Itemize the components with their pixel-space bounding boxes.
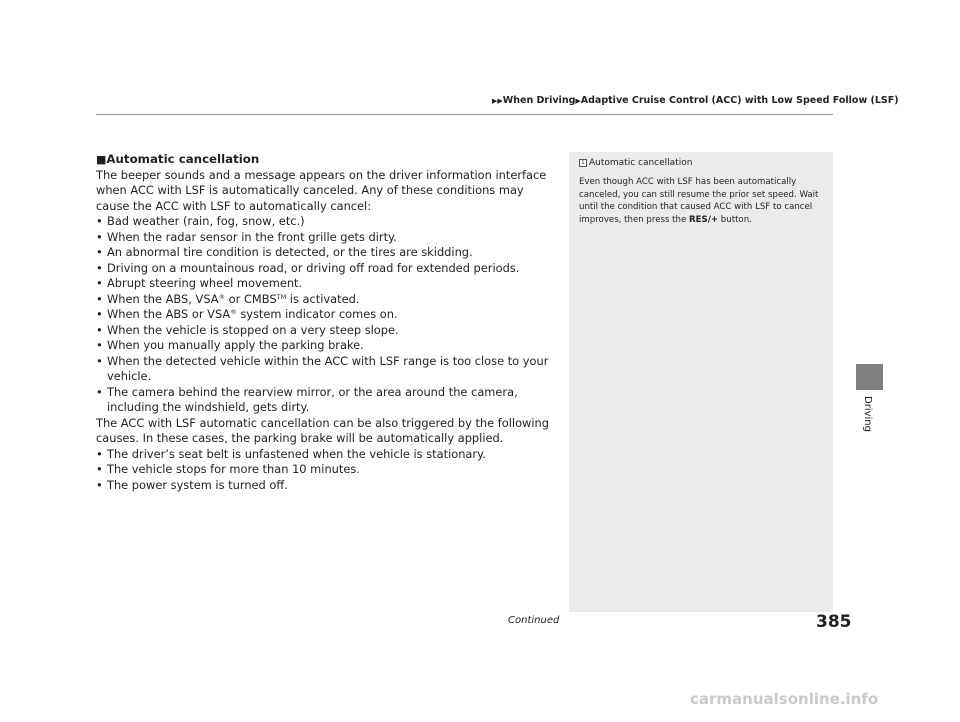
list-item-text: system indicator comes on. bbox=[236, 307, 398, 321]
button-name: RES/+ bbox=[689, 214, 719, 225]
list-item: • When the radar sensor in the front grille gets dirty. bbox=[96, 230, 556, 246]
section-heading bbox=[96, 152, 556, 168]
sidebar-note-text: button. bbox=[718, 214, 752, 225]
main-content bbox=[96, 152, 556, 493]
section-heading-text: Automatic cancellation bbox=[106, 152, 260, 166]
chapter-tab-marker bbox=[856, 364, 883, 390]
list-item bbox=[96, 292, 556, 308]
list-item: • The vehicle stops for more than 10 minutes. bbox=[96, 462, 556, 478]
sidebar-note-title bbox=[579, 158, 692, 168]
watermark: carmanualsonline.info bbox=[690, 690, 879, 708]
sidebar-note-text: Even though ACC with LSF has been automatically canceled, you can still resume the prior set speed. Wait until the condition that caused ACC with LSF to cancel improves, then press the bbox=[579, 177, 819, 225]
list-item-text: or CMBS bbox=[225, 291, 277, 306]
breadcrumb bbox=[492, 95, 899, 106]
parking-brake-condition-list bbox=[96, 447, 556, 494]
list-item: • Bad weather (rain, fog, snow, etc.) bbox=[96, 214, 556, 230]
list-item: • The driver’s seat belt is unfastened when the vehicle is stationary. bbox=[96, 447, 556, 463]
note-marker-icon: 1 bbox=[579, 159, 587, 167]
list-item-text: When the ABS or VSA bbox=[107, 307, 231, 321]
list-item: • When the vehicle is stopped on a very steep slope. bbox=[96, 323, 556, 339]
header-divider bbox=[96, 114, 833, 115]
list-item bbox=[96, 307, 556, 323]
condition-list bbox=[96, 214, 556, 416]
list-item: • The power system is turned off. bbox=[96, 478, 556, 494]
arrow-icon: ▶ bbox=[575, 97, 581, 105]
sidebar-note-body bbox=[579, 176, 827, 226]
list-item: • Driving on a mountainous road, or driving off road for extended periods. bbox=[96, 261, 556, 277]
list-item: • When you manually apply the parking brake. bbox=[96, 338, 556, 354]
registered-mark: ® bbox=[218, 292, 226, 301]
continued-label: Continued bbox=[508, 615, 560, 626]
arrow-icon: ▶▶ bbox=[492, 97, 503, 105]
secondary-paragraph: The ACC with LSF automatic cancellation can be also triggered by the following causes. In these cases, the parking brake will be automatically applied. bbox=[96, 415, 549, 445]
list-item: • Abrupt steering wheel movement. bbox=[96, 276, 556, 292]
list-item: • The camera behind the rearview mirror, or the area around the camera, including the windshield, gets dirty. bbox=[96, 385, 556, 416]
list-item: • An abnormal tire condition is detected, or the tires are skidding. bbox=[96, 245, 556, 261]
page-number: 385 bbox=[816, 612, 852, 632]
list-item-text: is activated. bbox=[286, 291, 360, 306]
intro-paragraph: The beeper sounds and a message appears on the driver information interface when ACC with LSF is automatically canceled. Any of these conditions may cause the ACC with LSF to automatically cancel: bbox=[96, 167, 547, 213]
chapter-tab-label: Driving bbox=[862, 396, 873, 432]
trademark-mark: TM bbox=[276, 292, 287, 301]
sidebar-note-title-text: Automatic cancellation bbox=[589, 158, 693, 168]
list-item: • When the detected vehicle within the ACC with LSF range is too close to your vehicle. bbox=[96, 354, 556, 385]
breadcrumb-item: When Driving bbox=[502, 95, 576, 106]
square-bullet-icon: ■ bbox=[96, 153, 107, 166]
list-item-text: When the ABS, VSA bbox=[107, 291, 219, 306]
breadcrumb-item: Adaptive Cruise Control (ACC) with Low Speed Follow (LSF) bbox=[580, 95, 899, 106]
registered-mark: ® bbox=[230, 308, 237, 316]
sidebar-note bbox=[569, 152, 833, 612]
